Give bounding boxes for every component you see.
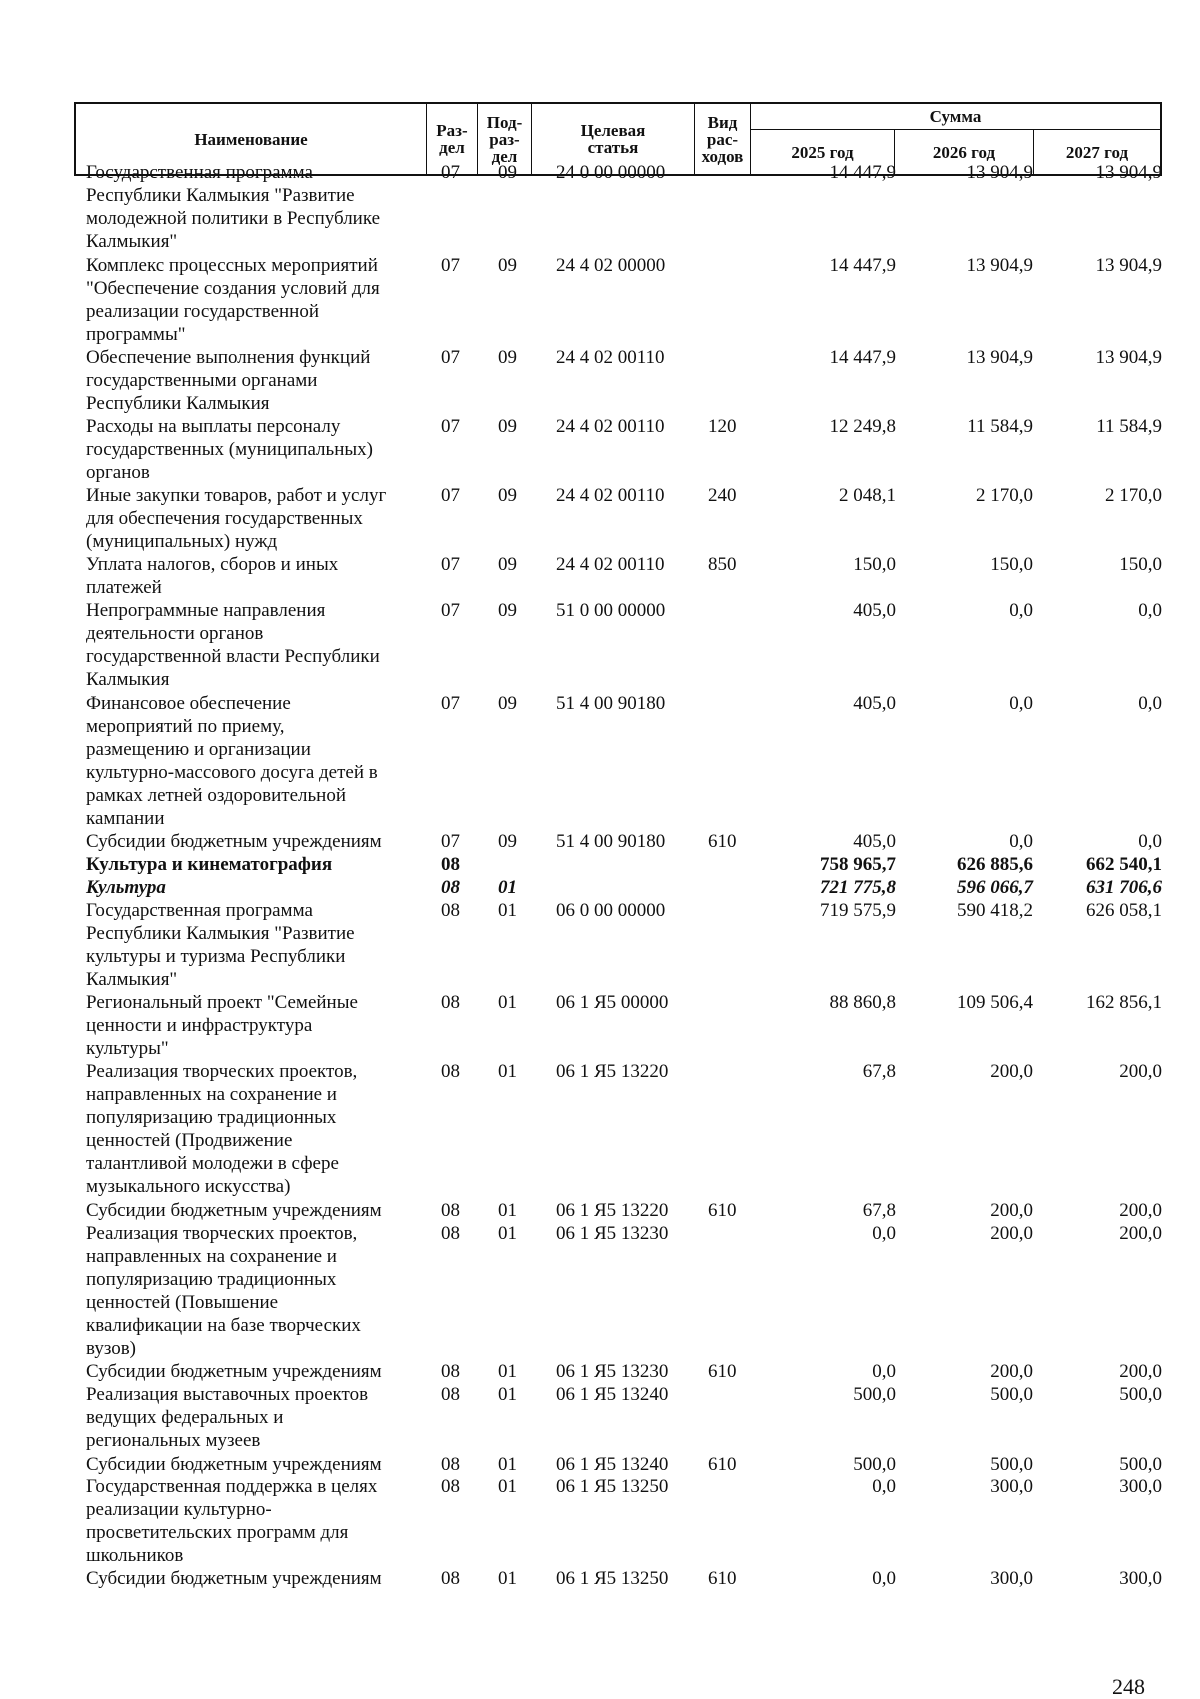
row-name-cell: Уплата налогов, сборов и иных платежей xyxy=(86,554,339,598)
row-sum-2025-cell: 67,8 xyxy=(862,1061,896,1082)
row-expense-type-cell: 610 xyxy=(708,1568,737,1589)
row-target-cell: 51 4 00 90180 xyxy=(556,693,666,714)
row-sum-2026-cell: 2 170,0 xyxy=(976,485,1033,506)
row-sum-2025-cell: 405,0 xyxy=(853,693,896,714)
row-name-cell: Субсидии бюджетным учреждениям xyxy=(86,1361,382,1382)
row-target-cell: 24 4 02 00110 xyxy=(556,554,665,575)
row-target-cell: 24 4 02 00110 xyxy=(556,416,665,437)
row-expense-type-cell: 610 xyxy=(708,1200,737,1221)
row-expense-type-cell: 610 xyxy=(708,831,737,852)
row-podrazdel-cell: 01 xyxy=(498,1200,517,1221)
row-name-cell: Субсидии бюджетным учреждениям xyxy=(86,1200,382,1221)
row-sum-2026-cell: 200,0 xyxy=(990,1223,1033,1244)
row-sum-2027-cell: 300,0 xyxy=(1119,1568,1162,1589)
row-sum-2026-cell: 13 904,9 xyxy=(966,255,1033,276)
row-podrazdel-cell: 09 xyxy=(498,347,517,368)
row-target-cell: 51 4 00 90180 xyxy=(556,831,666,852)
row-target-cell: 24 4 02 00110 xyxy=(556,347,665,368)
row-sum-2025-cell: 14 447,9 xyxy=(829,347,896,368)
row-name-cell: Субсидии бюджетным учреждениям xyxy=(86,831,382,852)
row-podrazdel-cell: 01 xyxy=(498,900,517,921)
row-sum-2026-cell: 590 418,2 xyxy=(957,900,1033,921)
row-podrazdel-cell: 09 xyxy=(498,162,517,183)
row-target-cell: 06 1 Я5 13240 xyxy=(556,1454,669,1475)
row-sum-2027-cell: 500,0 xyxy=(1119,1454,1162,1475)
page-number: 248 xyxy=(1112,1674,1145,1699)
row-sum-2027-cell: 150,0 xyxy=(1119,554,1162,575)
row-sum-2027-cell: 11 584,9 xyxy=(1096,416,1162,437)
row-sum-2026-cell: 11 584,9 xyxy=(967,416,1033,437)
row-sum-2025-cell: 14 447,9 xyxy=(829,255,896,276)
row-sum-2025-cell: 0,0 xyxy=(872,1223,896,1244)
row-name-cell: Реализация творческих проектов, направленных на сохранение и популяризацию традиционных ценностей (Повышение квалификации на базе творческих вузов) xyxy=(86,1223,361,1359)
row-podrazdel-cell: 09 xyxy=(498,485,517,506)
row-podrazdel-cell: 01 xyxy=(498,1061,517,1082)
row-target-cell: 06 1 Я5 13220 xyxy=(556,1061,669,1082)
row-razdel-cell: 07 xyxy=(441,554,460,575)
row-expense-type-cell: 120 xyxy=(708,416,737,437)
row-razdel-cell: 08 xyxy=(441,1454,460,1475)
row-sum-2026-cell: 13 904,9 xyxy=(966,162,1033,183)
row-podrazdel-cell: 01 xyxy=(498,1454,517,1475)
row-sum-2025-cell: 88 860,8 xyxy=(829,992,896,1013)
row-target-cell: 24 4 02 00000 xyxy=(556,255,666,276)
row-sum-2025-cell: 2 048,1 xyxy=(839,485,896,506)
row-razdel-cell: 08 xyxy=(441,854,460,875)
row-razdel-cell: 08 xyxy=(441,1476,460,1497)
row-name-cell: Расходы на выплаты персоналу государственных (муниципальных) органов xyxy=(86,416,373,483)
row-podrazdel-cell: 01 xyxy=(498,877,517,898)
row-podrazdel-cell: 01 xyxy=(498,1361,517,1382)
row-name-cell: Субсидии бюджетным учреждениям xyxy=(86,1568,382,1589)
row-sum-2025-cell: 758 965,7 xyxy=(820,854,896,875)
row-sum-2027-cell: 631 706,6 xyxy=(1086,877,1162,898)
row-razdel-cell: 07 xyxy=(441,255,460,276)
row-name-cell: Комплекс процессных мероприятий "Обеспечение создания условий для реализации государственной программы" xyxy=(86,255,380,345)
row-name-cell: Культура xyxy=(86,877,166,898)
row-sum-2026-cell: 500,0 xyxy=(990,1384,1033,1405)
row-target-cell: 06 1 Я5 13230 xyxy=(556,1361,669,1382)
row-name-cell: Субсидии бюджетным учреждениям xyxy=(86,1454,382,1475)
row-razdel-cell: 07 xyxy=(441,600,460,621)
row-sum-2025-cell: 500,0 xyxy=(853,1384,896,1405)
row-razdel-cell: 08 xyxy=(441,877,460,898)
row-target-cell: 06 1 Я5 13250 xyxy=(556,1568,669,1589)
row-target-cell: 24 4 02 00110 xyxy=(556,485,665,506)
row-sum-2027-cell: 200,0 xyxy=(1119,1061,1162,1082)
header-expense-type: Вид рас- ходов xyxy=(701,112,744,166)
row-podrazdel-cell: 09 xyxy=(498,831,517,852)
row-podrazdel-cell: 01 xyxy=(498,992,517,1013)
row-sum-2027-cell: 13 904,9 xyxy=(1095,255,1162,276)
header-target-article: Целевая статья xyxy=(580,121,646,157)
row-sum-2025-cell: 721 775,8 xyxy=(820,877,896,898)
row-sum-2025-cell: 719 575,9 xyxy=(820,900,896,921)
row-target-cell: 06 1 Я5 13230 xyxy=(556,1223,669,1244)
row-name-cell: Обеспечение выполнения функций государственными органами Республики Калмыкия xyxy=(86,347,371,414)
row-sum-2026-cell: 200,0 xyxy=(990,1061,1033,1082)
row-sum-2025-cell: 500,0 xyxy=(853,1454,896,1475)
row-name-cell: Финансовое обеспечение мероприятий по приему, размещению и организации культурно-массового досуга детей в рамках летней оздоровительной кампании xyxy=(86,693,378,829)
row-name-cell: Государственная программа Республики Калмыкия "Развитие молодежной политики в Республике Калмыкия" xyxy=(86,162,381,252)
row-sum-2026-cell: 300,0 xyxy=(990,1476,1033,1497)
row-sum-2027-cell: 500,0 xyxy=(1119,1384,1162,1405)
row-razdel-cell: 08 xyxy=(441,1568,460,1589)
row-sum-2025-cell: 12 249,8 xyxy=(829,416,896,437)
row-razdel-cell: 08 xyxy=(441,1061,460,1082)
row-podrazdel-cell: 09 xyxy=(498,416,517,437)
row-razdel-cell: 08 xyxy=(441,1384,460,1405)
row-sum-2026-cell: 13 904,9 xyxy=(966,347,1033,368)
row-sum-2026-cell: 150,0 xyxy=(990,554,1033,575)
row-podrazdel-cell: 09 xyxy=(498,693,517,714)
row-razdel-cell: 08 xyxy=(441,992,460,1013)
row-name-cell: Реализация творческих проектов, направленных на сохранение и популяризацию традиционных ценностей (Продвижение талантливой молодежи в сфере музыкального искусства) xyxy=(86,1061,358,1197)
row-expense-type-cell: 850 xyxy=(708,554,737,575)
row-razdel-cell: 08 xyxy=(441,900,460,921)
row-sum-2027-cell: 200,0 xyxy=(1119,1200,1162,1221)
row-target-cell: 06 1 Я5 13220 xyxy=(556,1200,669,1221)
row-expense-type-cell: 610 xyxy=(708,1454,737,1475)
row-razdel-cell: 08 xyxy=(441,1200,460,1221)
row-target-cell: 51 0 00 00000 xyxy=(556,600,666,621)
row-name-cell: Реализация выставочных проектов ведущих федеральных и региональных музеев xyxy=(86,1384,369,1451)
row-sum-2026-cell: 500,0 xyxy=(990,1454,1033,1475)
row-sum-2026-cell: 200,0 xyxy=(990,1361,1033,1382)
row-sum-2025-cell: 405,0 xyxy=(853,831,896,852)
row-razdel-cell: 07 xyxy=(441,347,460,368)
row-razdel-cell: 07 xyxy=(441,485,460,506)
row-sum-2025-cell: 14 447,9 xyxy=(829,162,896,183)
row-sum-2027-cell: 13 904,9 xyxy=(1095,162,1162,183)
row-sum-2025-cell: 0,0 xyxy=(872,1361,896,1382)
row-sum-2025-cell: 405,0 xyxy=(853,600,896,621)
row-target-cell: 06 1 Я5 13250 xyxy=(556,1476,669,1497)
row-sum-2027-cell: 0,0 xyxy=(1138,693,1162,714)
row-sum-2027-cell: 200,0 xyxy=(1119,1223,1162,1244)
row-sum-2026-cell: 596 066,7 xyxy=(957,877,1033,898)
header-year-2026: 2026 год xyxy=(932,142,996,162)
row-name-cell: Государственная программа Республики Калмыкия "Развитие культуры и туризма Республики Калмыкия" xyxy=(86,900,355,990)
row-name-cell: Иные закупки товаров, работ и услуг для обеспечения государственных (муниципальных) нужд xyxy=(86,485,387,552)
row-sum-2025-cell: 150,0 xyxy=(853,554,896,575)
row-sum-2026-cell: 0,0 xyxy=(1009,693,1033,714)
row-razdel-cell: 07 xyxy=(441,831,460,852)
row-sum-2027-cell: 2 170,0 xyxy=(1105,485,1162,506)
row-target-cell: 06 1 Я5 13240 xyxy=(556,1384,669,1405)
row-sum-2026-cell: 109 506,4 xyxy=(957,992,1033,1013)
row-podrazdel-cell: 01 xyxy=(498,1384,517,1405)
row-sum-2027-cell: 0,0 xyxy=(1138,831,1162,852)
row-name-cell: Непрограммные направления деятельности органов государственной власти Республики Калмыкия xyxy=(86,600,380,690)
row-podrazdel-cell: 01 xyxy=(498,1476,517,1497)
row-sum-2026-cell: 0,0 xyxy=(1009,831,1033,852)
header-year-2027: 2027 год xyxy=(1065,142,1129,162)
row-podrazdel-cell: 01 xyxy=(498,1223,517,1244)
row-razdel-cell: 08 xyxy=(441,1223,460,1244)
row-razdel-cell: 07 xyxy=(441,693,460,714)
row-sum-2027-cell: 200,0 xyxy=(1119,1361,1162,1382)
row-sum-2027-cell: 0,0 xyxy=(1138,600,1162,621)
row-razdel-cell: 08 xyxy=(441,1361,460,1382)
row-expense-type-cell: 610 xyxy=(708,1361,737,1382)
row-name-cell: Региональный проект "Семейные ценности и инфраструктура культуры" xyxy=(86,992,358,1059)
header-name: Наименование xyxy=(194,129,308,149)
row-sum-2025-cell: 0,0 xyxy=(872,1476,896,1497)
row-podrazdel-cell: 01 xyxy=(498,1568,517,1589)
row-target-cell: 24 0 00 00000 xyxy=(556,162,666,183)
row-expense-type-cell: 240 xyxy=(708,485,737,506)
header-razdel: Раз- дел xyxy=(436,121,468,157)
row-target-cell: 06 1 Я5 00000 xyxy=(556,992,669,1013)
row-sum-2027-cell: 300,0 xyxy=(1119,1476,1162,1497)
row-sum-2027-cell: 162 856,1 xyxy=(1086,992,1162,1013)
row-sum-2027-cell: 626 058,1 xyxy=(1086,900,1162,921)
row-sum-2027-cell: 662 540,1 xyxy=(1086,854,1162,875)
header-year-2025: 2025 год xyxy=(791,142,854,162)
row-podrazdel-cell: 09 xyxy=(498,600,517,621)
row-sum-2026-cell: 300,0 xyxy=(990,1568,1033,1589)
row-sum-2026-cell: 626 885,6 xyxy=(957,854,1033,875)
row-name-cell: Государственная поддержка в целях реализации культурно- просветительских программ для школьников xyxy=(86,1476,378,1566)
row-razdel-cell: 07 xyxy=(441,416,460,437)
row-razdel-cell: 07 xyxy=(441,162,460,183)
row-sum-2026-cell: 0,0 xyxy=(1009,600,1033,621)
header-podrazdel: Под- раз- дел xyxy=(486,112,523,166)
row-sum-2025-cell: 0,0 xyxy=(872,1568,896,1589)
row-podrazdel-cell: 09 xyxy=(498,255,517,276)
row-name-cell: Культура и кинематография xyxy=(86,854,333,875)
row-target-cell: 06 0 00 00000 xyxy=(556,900,666,921)
row-sum-2025-cell: 67,8 xyxy=(862,1200,896,1221)
header-sum: Сумма xyxy=(929,107,982,126)
row-sum-2027-cell: 13 904,9 xyxy=(1095,347,1162,368)
row-podrazdel-cell: 09 xyxy=(498,554,517,575)
row-sum-2026-cell: 200,0 xyxy=(990,1200,1033,1221)
